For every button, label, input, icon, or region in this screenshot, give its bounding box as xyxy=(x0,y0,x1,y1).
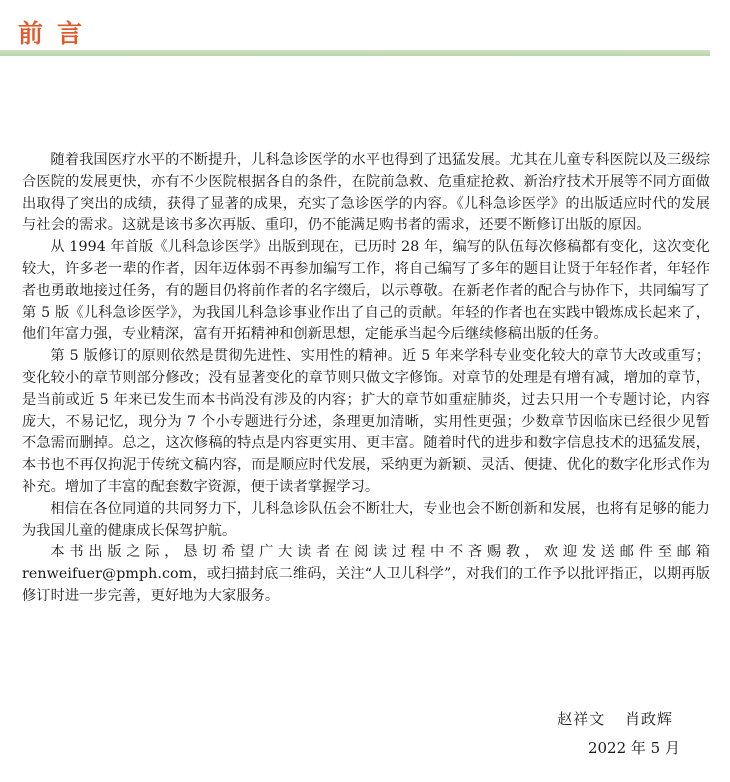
page-title: 前言 xyxy=(18,19,97,48)
author-name: 肖政辉 xyxy=(624,710,673,728)
paragraph-5: 本书出版之际，恳切希望广大读者在阅读过程中不吝赐教，欢迎发送邮件至邮箱 renweifuer@pmph.com，或扫描封底二维码，关注“人卫儿科学”，对我们的工作予以批评指正，以期再版修订时进一步完善，更好地为大家服务。 xyxy=(22,544,710,604)
author-signature xyxy=(543,708,673,729)
header-rule xyxy=(0,50,710,56)
paragraph-3: 第 5 版修订的原则依然是贯彻先进性、实用性的精神。近 5 年来学科专业变化较大的章节大改或重写；变化较小的章节则部分修改；没有显著变化的章节则只做文字修饰。对章节的处理是有增有减，增加的章节，是当前或近 5 年来已发生而本书尚没有涉及的内容；扩大的章节如重症肺炎，过去只用一个专题讨论，内容庞大，不易记忆，现分为 7 个小专题进行分述，条理更加清晰，实用性更强；少数章节因临床已经很少见暂不急需而删掉。总之，这次修稿的特点是内容更实用、更丰富。随着时代的进步和数字信息技术的迅猛发展，本书也不再仅拘泥于传统文稿内容，而是顺应时代发展，采纳更为新颖、灵活、便捷、优化的数字化形式作为补充。增加了丰富的配套数字资源，便于读者掌握学习。 xyxy=(22,348,710,495)
author-name: 赵祥文 xyxy=(557,710,606,728)
paragraph-4: 相信在各位同道的共同努力下，儿科急诊队伍会不断壮大，专业也会不断创新和发展，也将有足够的能力为我国儿童的健康成长保驾护航。 xyxy=(22,500,710,539)
paragraph-1: 随着我国医疗水平的不断提升，儿科急诊医学的水平也得到了迅猛发展。尤其在儿童专科医院以及三级综合医院的发展更快，亦有不少医院根据各自的条件，在院前急救、危重症抢救、新治疗技术开展等不同方面做出取得了突出的成绩，获得了显著的成果，充实了急诊医学的内容。《儿科急诊医学》的出版适应时代的发展与社会的需求。这就是该书多次再版、重印，仍不能满足购书者的需求，还要不断修订出版的原因。 xyxy=(22,152,710,234)
preface-date: 2022 年 5 月 xyxy=(587,739,680,757)
paragraph-2: 从 1994 年首版《儿科急诊医学》出版到现在，已历时 28 年，编写的队伍每次修稿都有变化，这次变化较大，许多老一辈的作者，因年迈体弱不再参加编写工作，将自己编写了多年的题目让贤于年轻作者，年轻作者也勇敢地接过任务，有的题目仍将前作者的名字缀后，以示尊敬。在新老作者的配合与协作下，共同编写了第 5 版《儿科急诊医学》，为我国儿科急诊事业作出了自己的贡献。年轻的作者也在实践中锻炼成长起来了，他们年富力强，专业精深，富有开拓精神和创新思想，定能承当起今后继续修稿出版的任务。 xyxy=(22,239,710,343)
preface-body xyxy=(22,150,710,608)
